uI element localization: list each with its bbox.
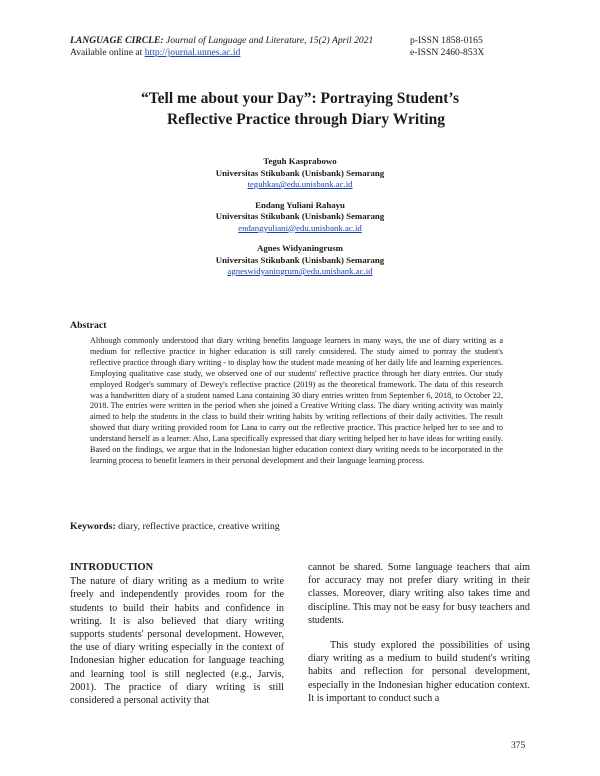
running-header: [70, 35, 532, 59]
keywords-text: diary, reflective practice, creative writing: [115, 521, 280, 532]
author-email-link[interactable]: teguhkas@edu.unisbank.ac.id: [247, 179, 353, 189]
body-column-left: [70, 561, 284, 707]
header-row-1: [70, 35, 532, 47]
author-block: [150, 243, 450, 278]
author-name: Endang Yuliani Rahayu: [255, 199, 345, 210]
author-email-link[interactable]: endangyuliani@edu.unisbank.ac.id: [238, 222, 362, 233]
availability: [70, 47, 410, 59]
author-block: [150, 156, 450, 191]
keywords-label: Keywords:: [70, 521, 116, 532]
body-paragraph: The nature of diary writing as a medium to write freely and independently provides room for the students to build their habits and confidence in writing. It is also believed that diary writing supports students' personal development. However, the use of diary writing especially in the context of Indonesian higher education for language teaching and learning tool is still neglected (e.g., Jarvis, 2001). The practice of diary writing is still considered a personal activity that: [70, 576, 284, 707]
body-paragraph: cannot be shared. Some language teachers that aim for accuracy may not prefer diary writing in their classes. Moreover, diary writing also takes time and discipline. This may not be easy for busy teachers and students.: [308, 562, 530, 626]
title-line-1: “Tell me about your Day”: Portraying Student’s: [140, 90, 460, 107]
journal-subtitle: Journal of Language and Literature, 15(2) April 2021: [163, 35, 374, 46]
author-affiliation: Universitas Stikubank (Unisbank) Semarang: [215, 167, 385, 178]
author-block: [150, 200, 450, 235]
title-line-2: Reflective Practice through Diary Writing: [166, 111, 446, 128]
author-email-link[interactable]: agneswidyaningrum@edu.unisbank.ac.id: [227, 266, 373, 276]
author-list: [150, 156, 450, 287]
author-name: Teguh Kasprabowo: [263, 156, 337, 166]
author-affiliation: Universitas Stikubank (Unisbank) Semarang: [215, 254, 385, 265]
eissn: e-ISSN 2460-853X: [410, 47, 485, 58]
page-number: 375: [511, 741, 526, 751]
abstract-text: Although commonly understood that diary writing benefits language learners in many ways, the use of diary writing as a medium for reflective practice in higher education is still rarely considered. The study aimed to portray the student's reflective practice through diary writing - to display how the student made meaning of her daily life and learning experiences. Employing qualitative case study, we observed one of our students' reflective practice through her diary entries. Our study employed Rodger's summary of Dewey's reflective practice (2019) as the theoretical framework. The data of this research was a handwritten diary of a student named Lana containing 30 diary entries written from September 6, 2018, to October 22, 2018. The entries were written in the period when she joined a Creative Writing class. The diary writing activity was mainly aimed to help the students in the class to build their writing habits by writing reflections of their daily activities. The result showed that diary writing provided room for Lana to carry out the reflective practice. This practice helped her to see and to understand herself as a learner. Also, Lana specifically expressed that diary writing helped her to have ideas for writing easily. Based on the findings, we argue that in the Indonesian higher education context diary writing needs to be incorporated in the learning process to benefit learners in their personal development and their language learning process.: [90, 336, 503, 465]
author-name: Agnes Widyaningrusm: [257, 243, 343, 253]
pissn: p-ISSN 1858-0165: [410, 35, 483, 46]
journal-url-link[interactable]: http://journal.unnes.ac.id: [144, 47, 241, 58]
section-heading: INTRODUCTION: [70, 562, 154, 573]
journal-name: LANGUAGE CIRCLE:: [70, 35, 164, 46]
keywords: [70, 521, 280, 532]
journal-citation: [70, 35, 410, 47]
abstract-heading: Abstract: [70, 320, 107, 331]
paper-title: [0, 88, 600, 130]
body-column-right: [308, 561, 530, 705]
header-row-2: [70, 47, 532, 59]
available-label: Available online at: [70, 47, 145, 58]
author-affiliation: Universitas Stikubank (Unisbank) Semarang: [215, 211, 385, 221]
body-paragraph: This study explored the possibilities of using diary writing as a medium to build student's writing habits and reflection for personal development, especially in the Indonesian higher education context. It is important to conduct such a: [308, 640, 530, 704]
